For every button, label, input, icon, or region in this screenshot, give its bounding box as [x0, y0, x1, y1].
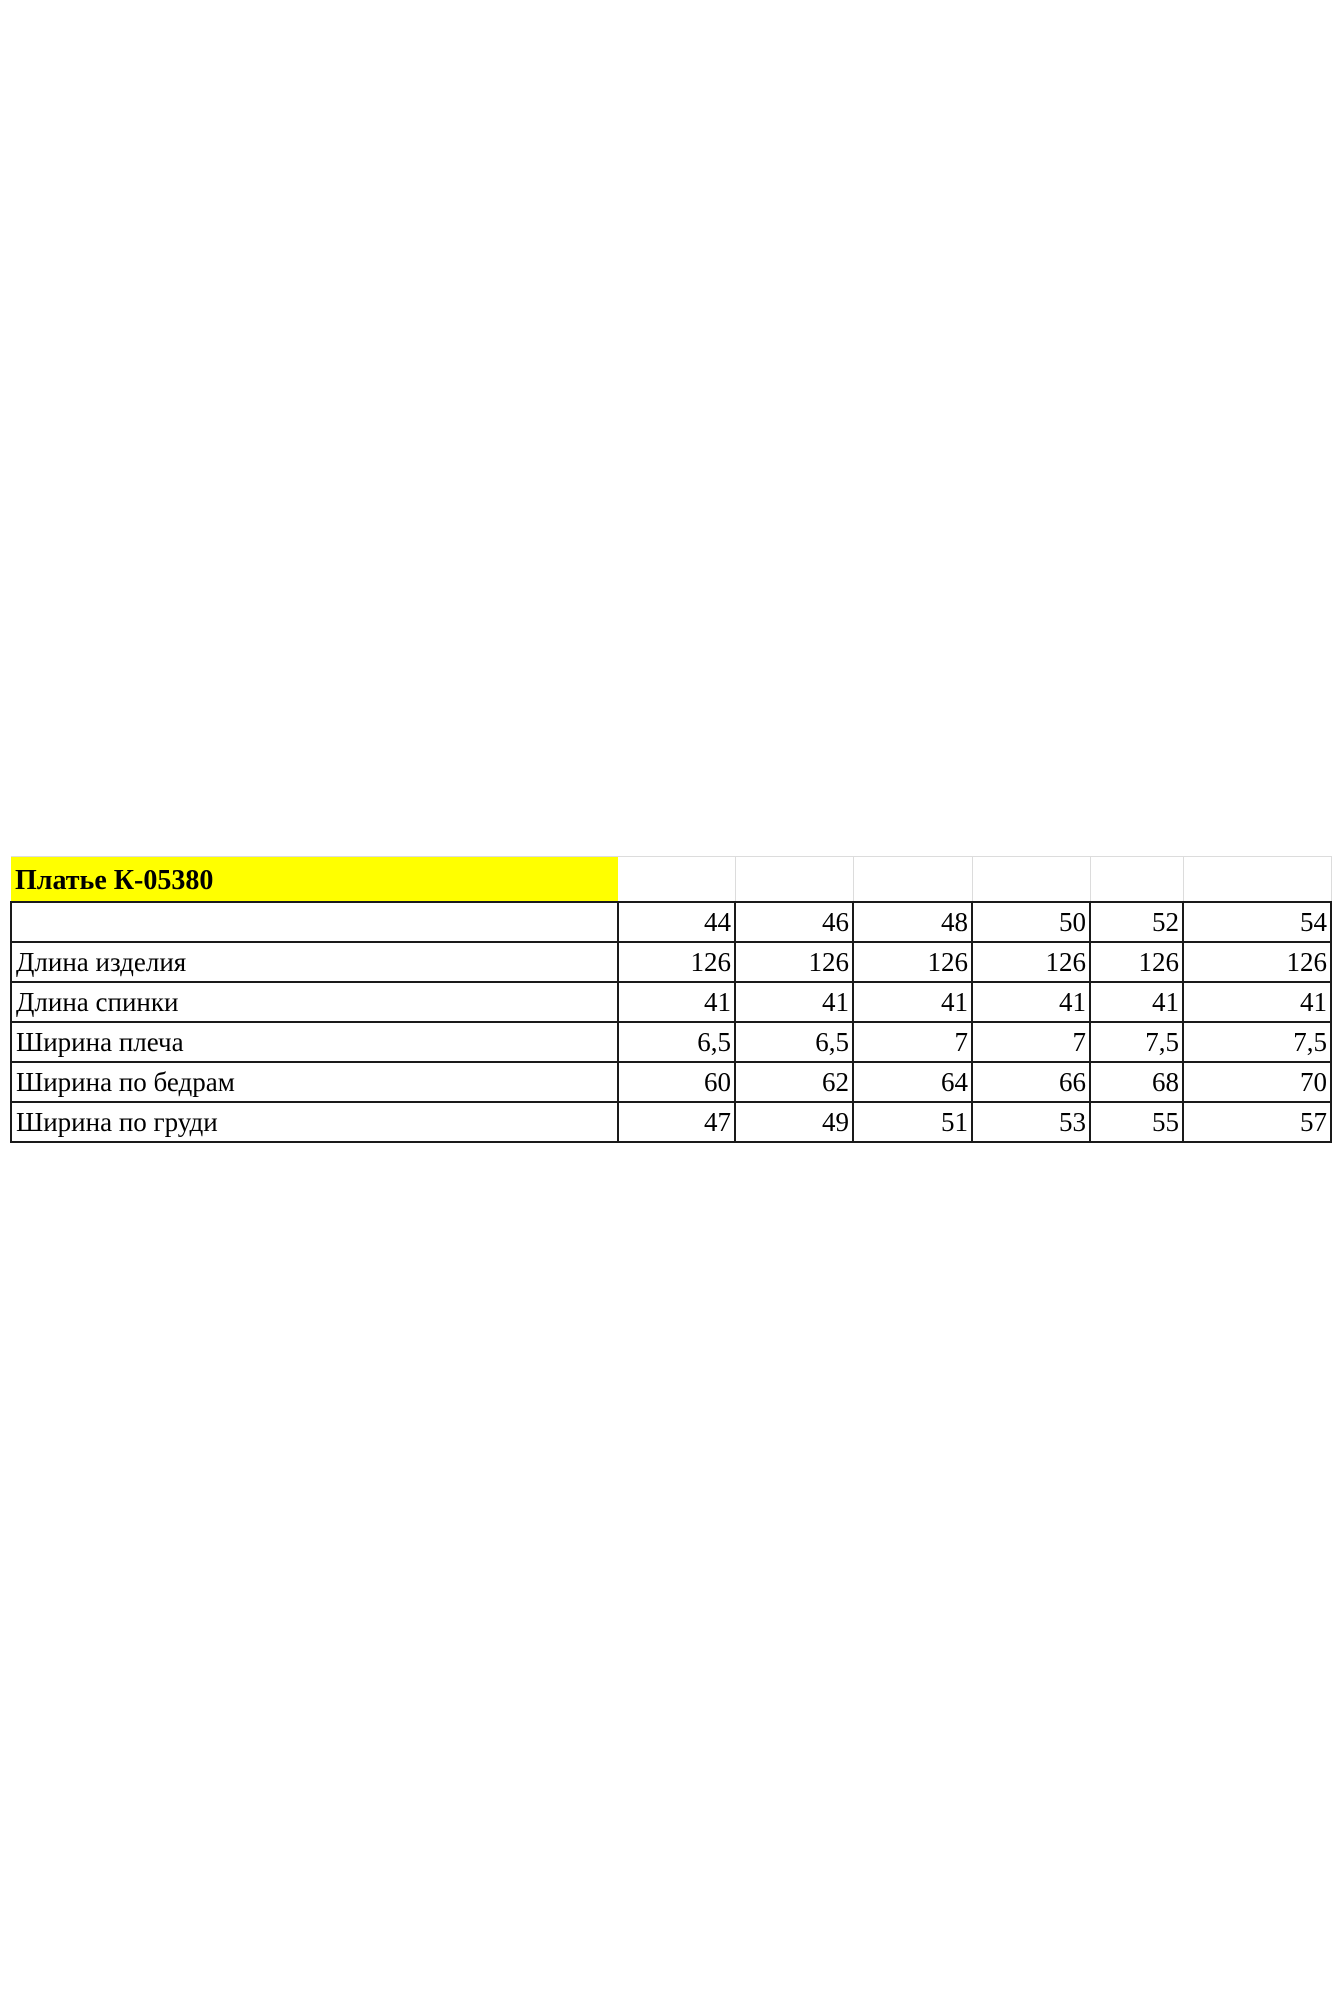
measurement-value: 49 — [735, 1102, 853, 1142]
size-chart-sheet — [10, 856, 1330, 1143]
empty-cell — [618, 857, 735, 902]
size-chart-table — [10, 856, 1332, 1143]
table-row — [11, 1102, 1331, 1142]
measurement-value: 7,5 — [1183, 1022, 1331, 1062]
measurement-value: 47 — [618, 1102, 735, 1142]
measurement-value: 126 — [853, 942, 972, 982]
measurement-value: 41 — [618, 982, 735, 1022]
measurement-value: 53 — [972, 1102, 1090, 1142]
measurement-value: 60 — [618, 1062, 735, 1102]
measurement-value: 126 — [735, 942, 853, 982]
empty-cell — [1183, 857, 1331, 902]
empty-cell — [735, 857, 853, 902]
measurement-label: Ширина по бедрам — [11, 1062, 618, 1102]
size-header-cell: 44 — [618, 902, 735, 942]
table-row — [11, 942, 1331, 982]
measurement-value: 126 — [1183, 942, 1331, 982]
measurement-value: 126 — [618, 942, 735, 982]
product-title: Платье К-05380 — [11, 857, 618, 902]
measurement-label: Длина спинки — [11, 982, 618, 1022]
measurement-value: 126 — [1090, 942, 1183, 982]
measurement-value: 7 — [853, 1022, 972, 1062]
measurement-value: 70 — [1183, 1062, 1331, 1102]
empty-cell — [972, 857, 1090, 902]
size-header-cell: 54 — [1183, 902, 1331, 942]
measurement-value: 51 — [853, 1102, 972, 1142]
measurement-value: 66 — [972, 1062, 1090, 1102]
measurement-value: 55 — [1090, 1102, 1183, 1142]
measurement-value: 64 — [853, 1062, 972, 1102]
measurement-value: 41 — [735, 982, 853, 1022]
measurement-value: 41 — [853, 982, 972, 1022]
table-row — [11, 1062, 1331, 1102]
measurement-value: 41 — [972, 982, 1090, 1022]
measurement-value: 6,5 — [618, 1022, 735, 1062]
size-header-cell: 48 — [853, 902, 972, 942]
empty-cell — [1090, 857, 1183, 902]
header-corner-cell — [11, 902, 618, 942]
measurement-value: 41 — [1090, 982, 1183, 1022]
measurement-label: Ширина по груди — [11, 1102, 618, 1142]
measurement-value: 41 — [1183, 982, 1331, 1022]
title-row — [11, 857, 1331, 902]
empty-cell — [853, 857, 972, 902]
measurement-value: 6,5 — [735, 1022, 853, 1062]
measurement-value: 62 — [735, 1062, 853, 1102]
size-header-cell: 46 — [735, 902, 853, 942]
measurement-value: 68 — [1090, 1062, 1183, 1102]
measurement-label: Ширина плеча — [11, 1022, 618, 1062]
measurement-value: 7,5 — [1090, 1022, 1183, 1062]
measurement-value: 7 — [972, 1022, 1090, 1062]
measurement-value: 57 — [1183, 1102, 1331, 1142]
size-header-cell: 52 — [1090, 902, 1183, 942]
table-row — [11, 982, 1331, 1022]
table-row — [11, 1022, 1331, 1062]
size-header-row — [11, 902, 1331, 942]
size-header-cell: 50 — [972, 902, 1090, 942]
measurement-label: Длина изделия — [11, 942, 618, 982]
measurement-value: 126 — [972, 942, 1090, 982]
